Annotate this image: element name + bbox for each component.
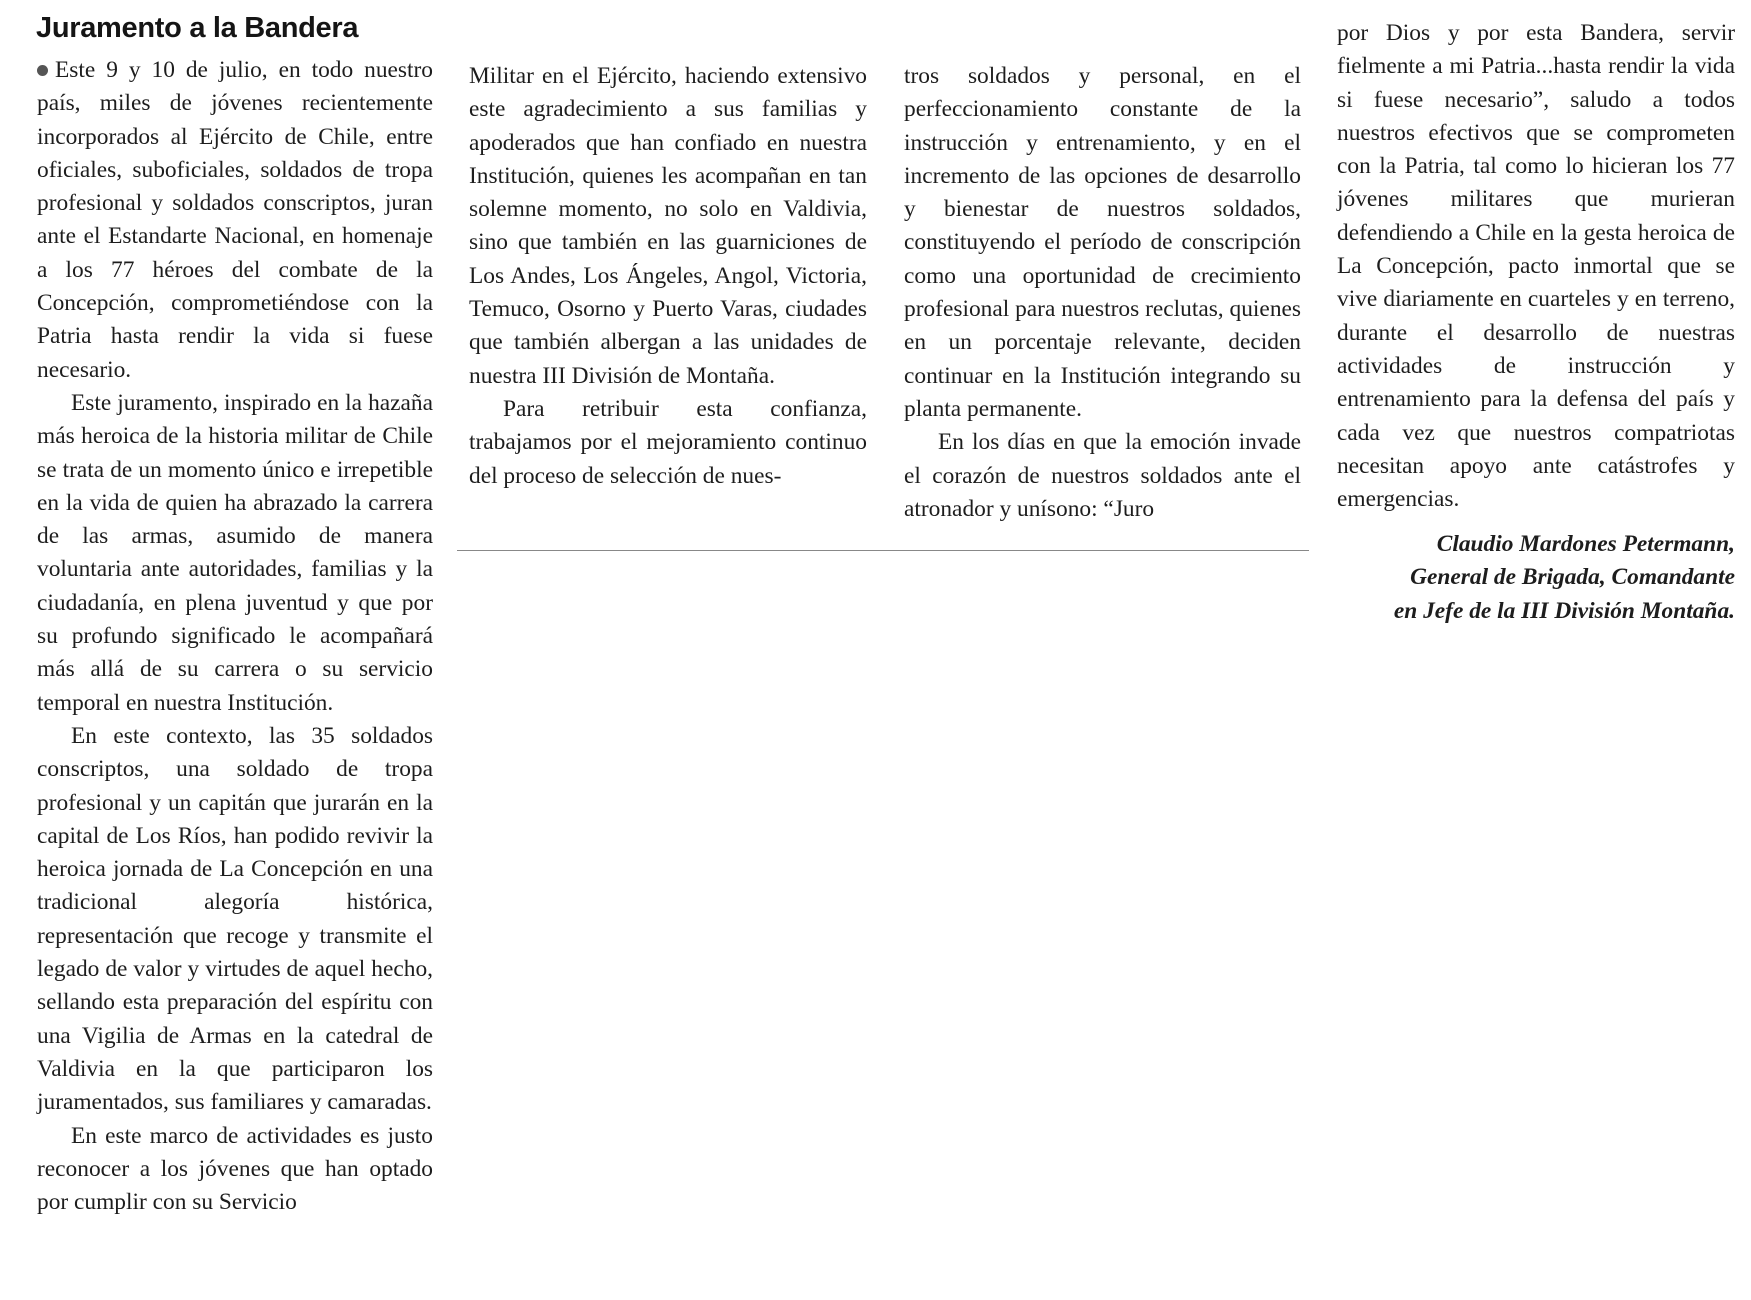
paragraph: [37, 54, 433, 387]
paragraph: Este juramento, inspirado en la hazaña más heroica de la historia militar de Chile se trata de un momento único e irrepetible en la vida de quien ha abrazado la carrera de las armas, asumido de manera voluntaria ante autoridades, familias y la ciudadanía, en plena juventud y que por su profundo significado le acompañará más allá de su carrera o su servicio temporal en nuestra Institución.: [37, 389, 433, 716]
author-position: en Jefe de la III División Montaña.: [1393, 597, 1735, 624]
paragraph-text: Este 9 y 10 de julio, en todo nuestro país, miles de jóvenes recientemente incorporados al Ejército de Chile, entre oficiales, suboficiales, soldados de tropa profesional y soldados conscriptos, juran ante el Estandarte Nacional, en homenaje a los 77 héroes del combate de la Concepción, comprometiéndose con la Patria hasta rendir la vida si fuese necesario.: [37, 57, 433, 383]
article-title: Juramento a la Bandera: [36, 12, 359, 44]
paragraph: tros soldados y personal, en el perfeccionamiento constante de la instrucción y entrenamiento, y en el incremento de las opciones de desarrollo y bienestar de nuestros soldados, constituyendo el período de conscripción como una oportunidad de crecimiento profesional para nuestros reclutas, quienes en un porcentaje relevante, deciden continuar en la Institución integrando su planta permanente.: [904, 63, 1301, 422]
bullet-icon: [37, 65, 48, 76]
paragraph: En este marco de actividades es justo reconocer a los jóvenes que han optado por cumplir con su Servicio: [37, 1122, 433, 1216]
text-column-2: [469, 60, 867, 493]
paragraph: En este contexto, las 35 soldados conscriptos, una soldado de tropa profesional y un capitán que jurarán en la capital de Los Ríos, han podido revivir la heroica jornada de La Concepción en una tradicional alegoría histórica, representación que recoge y transmite el legado de valor y virtudes de aquel hecho, sellando esta preparación del espíritu con una Vigilia de Armas en la catedral de Valdivia en la que participaron los juramentados, sus familiares y camaradas.: [37, 722, 433, 1116]
paragraph: Para retribuir esta confianza, trabajamos por el mejoramiento continuo del proceso de selección de nues-: [469, 395, 867, 489]
author-rank: General de Brigada, Comandante: [1410, 564, 1735, 591]
author-name: Claudio Mardones Petermann,: [1436, 531, 1735, 557]
paragraph: por Dios y por esta Bandera, servir fielmente a mi Patria...hasta rendir la vida si fuese necesario”, saludo a todos nuestros efectivos que se comprometen con la Patria, tal como lo hicieran los 77 jóvenes militares que murieran defendiendo a Chile en la gesta heroica de La Concepción, pacto inmortal que se vive diariamente en cuarteles y en terreno, durante el desarrollo de nuestras actividades de instrucción y entrenamiento para la defensa del país y cada vez que nuestros compatriotas necesitan apoyo ante catástrofes y emergencias.: [1337, 20, 1735, 513]
section-divider: [457, 550, 1309, 551]
paragraph: Militar en el Ejército, haciendo extensivo este agradecimiento a sus familias y apoderados que han confiado en nuestra Institución, quienes les acompañan en tan solemne momento, no solo en Valdivia, sino que también en las guarniciones de Los Andes, Los Ángeles, Angol, Victoria, Temuco, Osorno y Puerto Varas, ciudades que también albergan a las unidades de nuestra III División de Montaña.: [469, 63, 867, 389]
text-column-1: [37, 54, 433, 1219]
text-column-3: [904, 60, 1301, 526]
paragraph: En los días en que la emoción invade el corazón de nuestros soldados ante el atronador y unísono: “Juro: [904, 429, 1301, 522]
author-signature: [1337, 528, 1735, 628]
text-column-4: [1337, 17, 1735, 516]
